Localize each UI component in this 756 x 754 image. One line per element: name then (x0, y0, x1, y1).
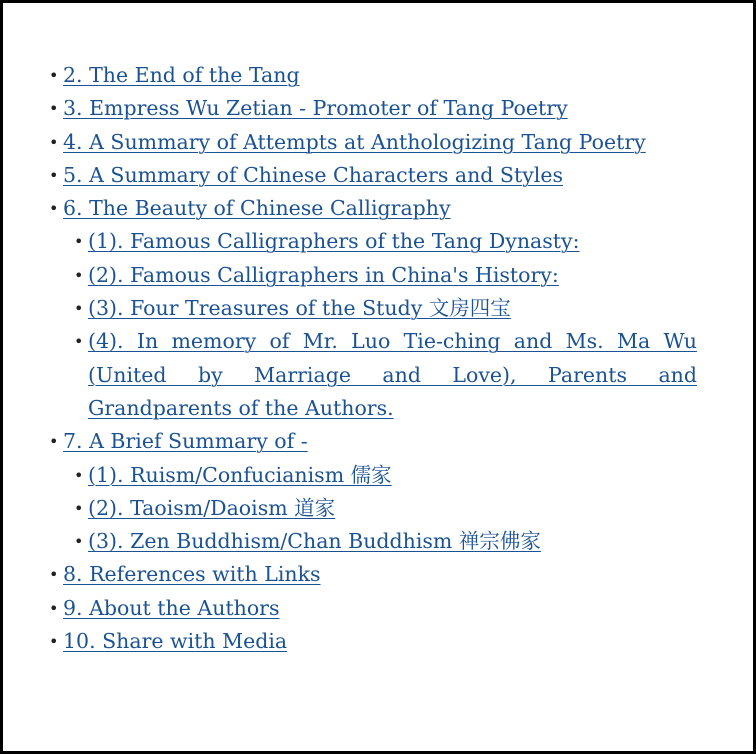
bullet: • (49, 66, 59, 85)
toc-item-end-of-tang (47, 59, 697, 92)
toc-subitem-tang-calligraphers (47, 225, 697, 258)
bullet: • (49, 199, 59, 219)
bullet: • (49, 432, 59, 452)
toc-link-calligraphy[interactable]: 6. The Beauty of Chinese Calligraphy (63, 196, 451, 221)
toc-link-confucianism[interactable]: (1). Ruism/Confucianism 儒家 (88, 462, 392, 487)
toc-link-taoism[interactable]: (2). Taoism/Daoism 道家 (88, 495, 336, 520)
bullet: • (49, 99, 59, 119)
toc-item-references (47, 558, 697, 591)
toc-subitem-taoism (47, 492, 697, 525)
bullet: • (74, 465, 84, 485)
bullet: • (49, 632, 59, 652)
toc-link-end-of-tang[interactable]: 2. The End of the Tang (63, 63, 300, 87)
toc-item-anthologizing (47, 126, 697, 159)
bullet: • (49, 132, 59, 152)
bullet: • (74, 332, 84, 352)
toc-subitem-in-memory (47, 325, 697, 425)
toc-subitem-four-treasures (47, 292, 697, 325)
toc-subitem-zen-buddhism (47, 525, 697, 558)
toc-link-four-treasures[interactable]: (3). Four Treasures of the Study 文房四宝 (88, 296, 511, 321)
toc-subitem-confucianism (47, 459, 697, 492)
toc-item-empress-wu (47, 92, 697, 125)
toc-item-chinese-characters (47, 159, 697, 192)
toc-link-tang-calligraphers[interactable]: (1). Famous Calligraphers of the Tang Dynasty: (88, 229, 580, 254)
toc-link-chinese-characters[interactable]: 5. A Summary of Chinese Characters and Styles (63, 162, 563, 187)
toc-item-brief-summary (47, 425, 697, 458)
bullet: • (74, 265, 84, 285)
table-of-contents (47, 59, 697, 658)
bullet: • (74, 498, 84, 518)
bullet: • (49, 565, 59, 585)
toc-link-anthologizing[interactable]: 4. A Summary of Attempts at Anthologizing Tang Poetry (63, 129, 646, 154)
toc-link-empress-wu[interactable]: 3. Empress Wu Zetian - Promoter of Tang Poetry (63, 96, 568, 121)
bullet: • (74, 532, 84, 552)
toc-link-history-calligraphers[interactable]: (2). Famous Calligraphers in China's History: (88, 262, 559, 287)
toc-link-references[interactable]: 8. References with Links (63, 562, 321, 587)
toc-item-about-authors (47, 592, 697, 625)
toc-item-share-media (47, 625, 697, 658)
bullet: • (49, 165, 59, 185)
toc-link-zen-buddhism[interactable]: (3). Zen Buddhism/Chan Buddhism 禅宗佛家 (88, 529, 541, 554)
toc-link-about-authors[interactable]: 9. About the Authors (63, 595, 280, 620)
toc-link-share-media[interactable]: 10. Share with Media (63, 629, 288, 654)
toc-item-calligraphy (47, 192, 697, 225)
toc-subitem-history-calligraphers (47, 259, 697, 292)
bullet: • (49, 598, 59, 618)
bullet: • (74, 232, 84, 252)
bullet: • (74, 299, 84, 319)
toc-link-brief-summary[interactable]: 7. A Brief Summary of - (63, 429, 308, 454)
toc-link-in-memory[interactable]: (4). In memory of Mr. Luo Tie-ching and Ms. Ma Wu (United by Marriage and Love), Parents and Grandparents of the Authors. (88, 329, 697, 420)
